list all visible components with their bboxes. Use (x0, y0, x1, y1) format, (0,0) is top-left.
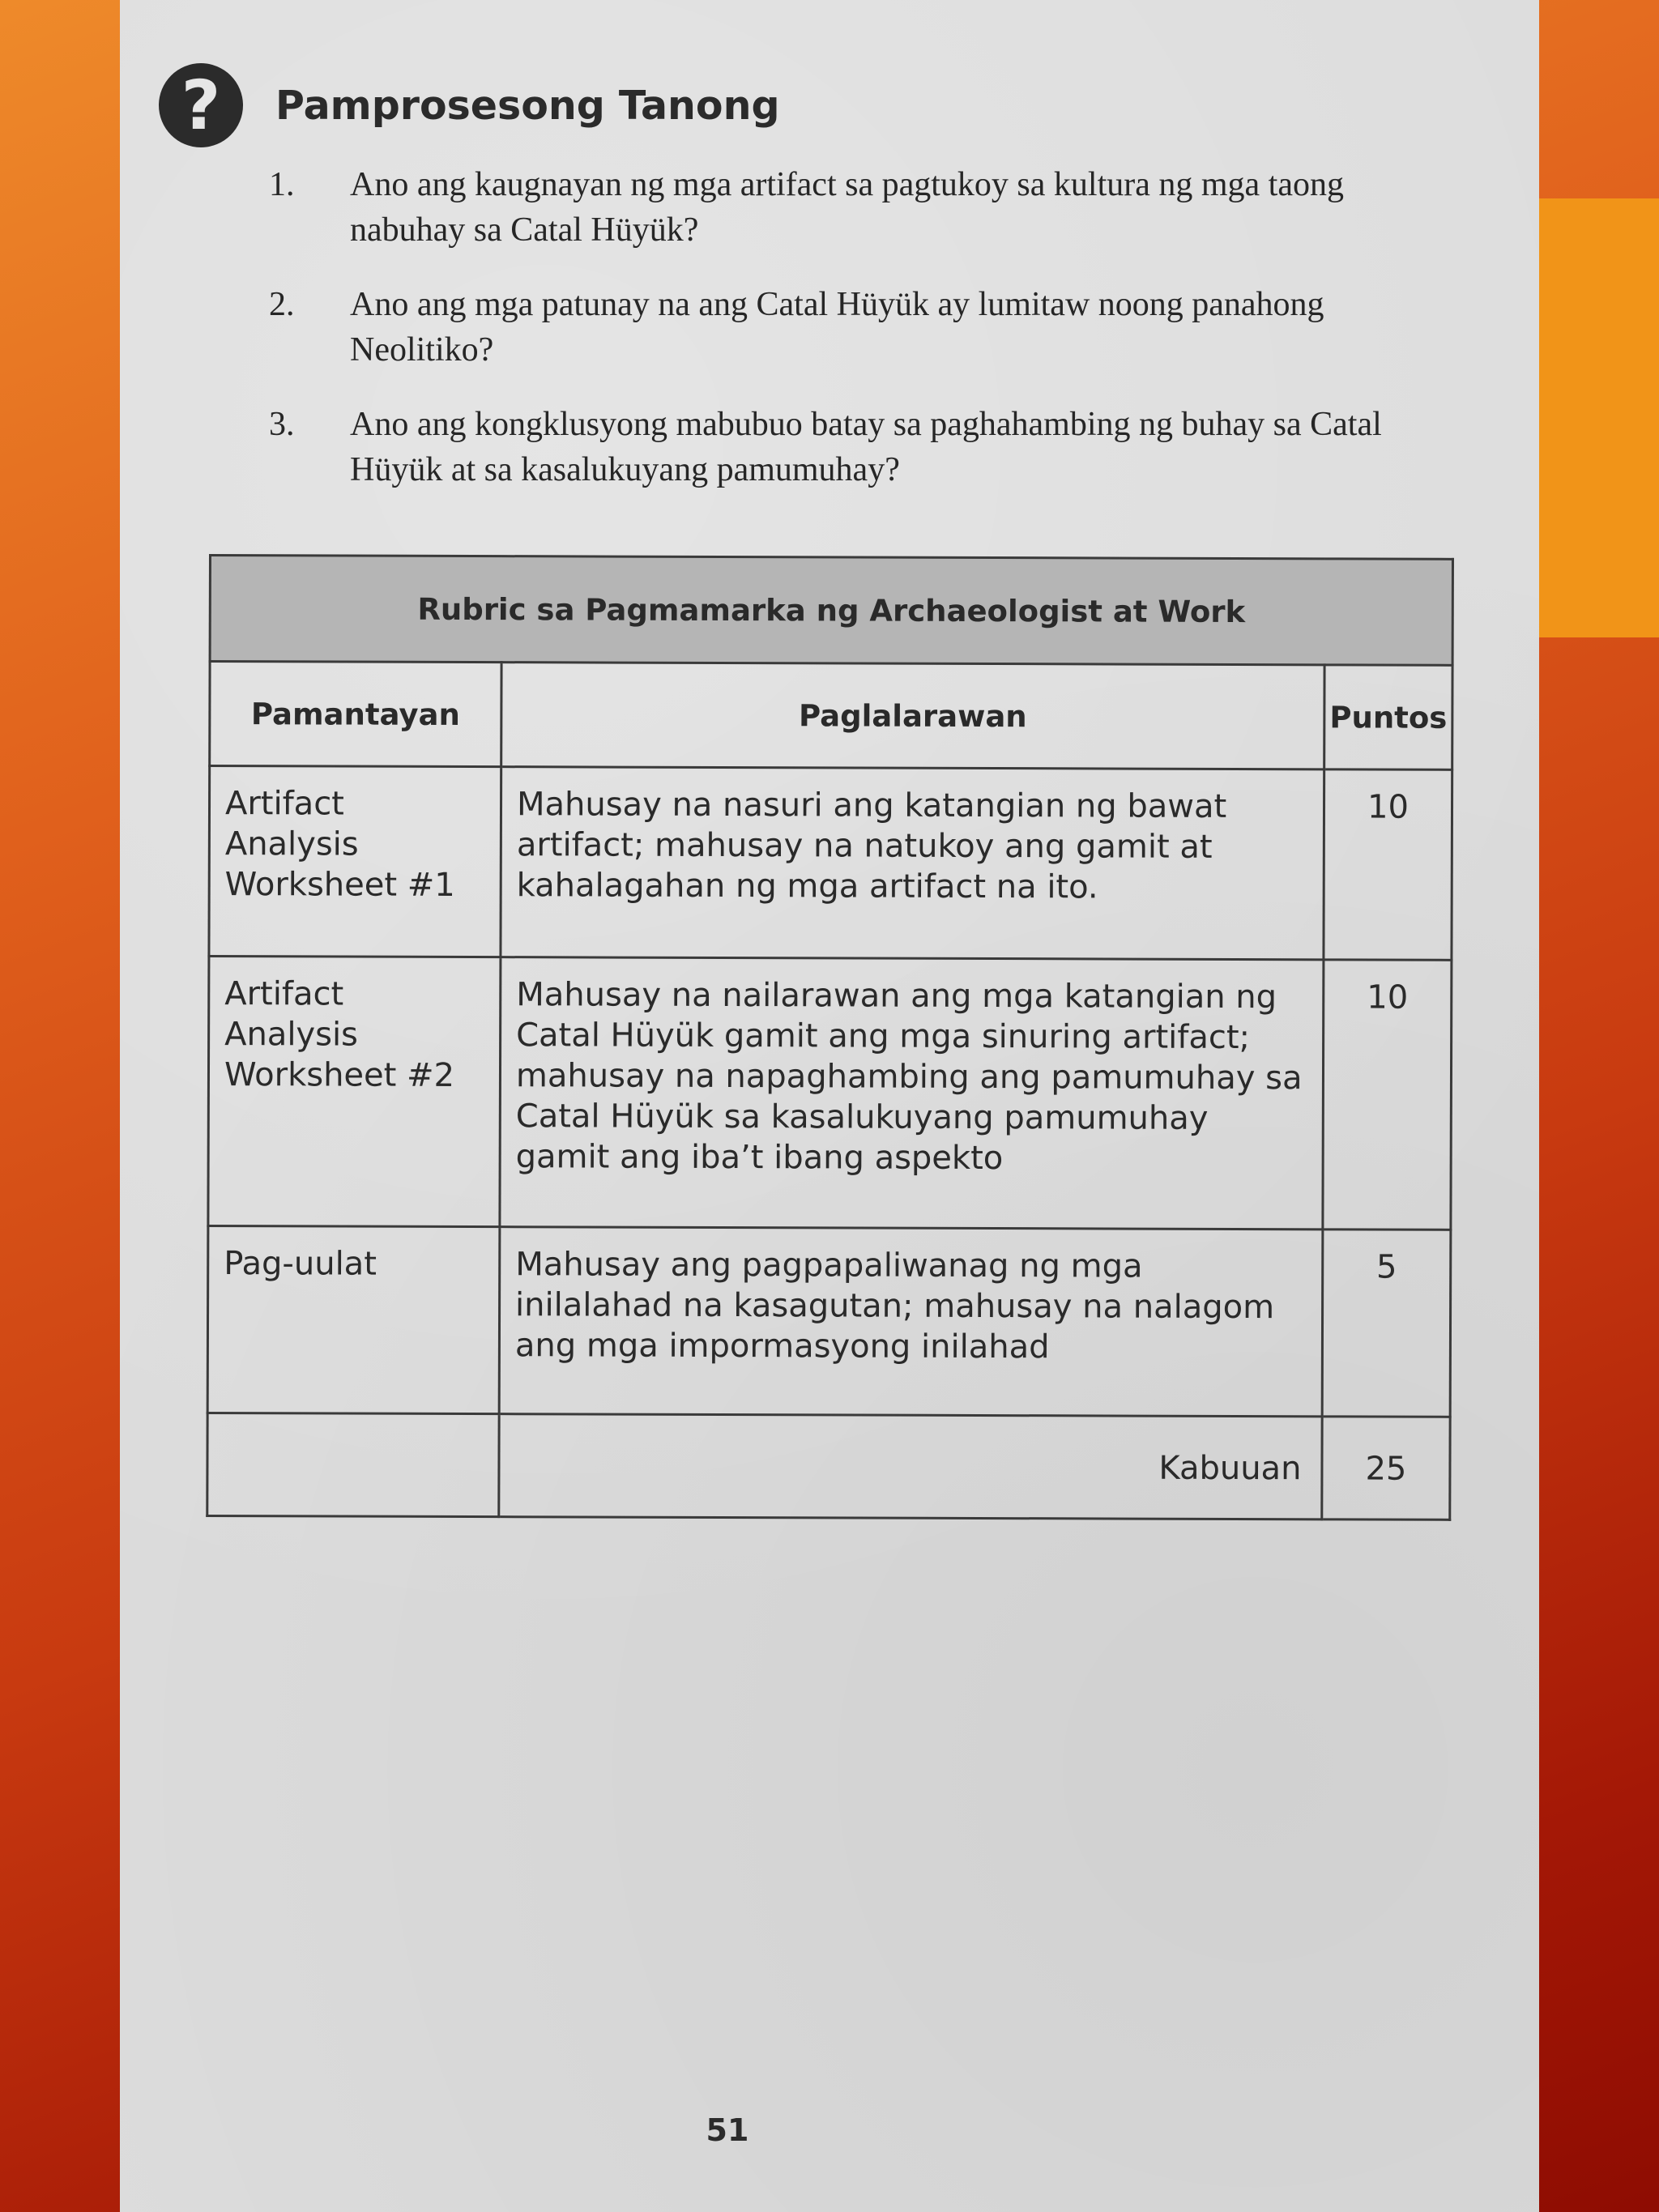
question-number: 1. (269, 166, 295, 203)
list-item (269, 402, 1387, 492)
criteria-cell: Artifact Analysis Worksheet #2 (208, 957, 501, 1227)
question-number: 2. (269, 286, 295, 323)
points-cell: 5 (1322, 1230, 1451, 1417)
textbook-page (120, 0, 1539, 2212)
page-number: 51 (706, 2112, 749, 2148)
table-row (207, 1226, 1451, 1417)
description-cell: Mahusay ang pagpapaliwanag ng mga inilalahad na kasagutan; mahusay na nalagom ang mga impormasyong inilahad (499, 1227, 1323, 1417)
empty-cell (207, 1413, 499, 1516)
accent-bar (1539, 198, 1659, 637)
criteria-cell: Artifact Analysis Worksheet #1 (209, 766, 501, 957)
total-points: 25 (1322, 1417, 1450, 1519)
table-title-row (210, 556, 1452, 666)
header-description: Paglalarawan (501, 663, 1324, 769)
list-item (269, 282, 1387, 373)
question-text: Ano ang kongklusyong mabubuo batay sa paghahambing ng buhay sa Catal Hüyük at sa kasalukuyang pamumuhay? (350, 406, 1382, 488)
rubric-title: Rubric sa Pagmamarka ng Archaeologist at Work (210, 556, 1452, 666)
question-mark-icon: ? (159, 63, 243, 147)
question-text: Ano ang mga patunay na ang Catal Hüyük ay lumitaw noong panahong Neolitiko? (350, 286, 1324, 369)
rubric-table (206, 554, 1454, 1521)
total-row (207, 1413, 1450, 1519)
list-item (269, 162, 1387, 253)
question-text: Ano ang kaugnayan ng mga artifact sa pagtukoy sa kultura ng mga taong nabuhay sa Catal Hüyük? (350, 166, 1344, 249)
table-row (208, 957, 1452, 1230)
header-criteria: Pamantayan (210, 662, 501, 767)
table-row (209, 766, 1452, 961)
header-points: Puntos (1324, 665, 1452, 769)
description-cell: Mahusay na nasuri ang katangian ng bawat artifact; mahusay na natukoy ang gamit at kahalagahan ng mga artifact na ito. (501, 767, 1324, 960)
description-cell: Mahusay na nailarawan ang mga katangian ng Catal Hüyük gamit ang mga sinuring artifact; mahusay na napaghambing ang pamumuhay sa Catal Hüyük sa kasalukuyang pamumuhay gamit ang iba’t ibang aspekto (500, 957, 1324, 1230)
question-number: 3. (269, 406, 295, 443)
section-title: Pamprosesong Tanong (275, 82, 780, 129)
section-header (159, 63, 780, 147)
table-header-row (210, 662, 1452, 770)
points-cell: 10 (1324, 769, 1452, 960)
criteria-cell: Pag-uulat (207, 1226, 500, 1414)
points-cell: 10 (1323, 960, 1452, 1230)
question-list (269, 162, 1387, 522)
total-label: Kabuuan (499, 1414, 1322, 1519)
